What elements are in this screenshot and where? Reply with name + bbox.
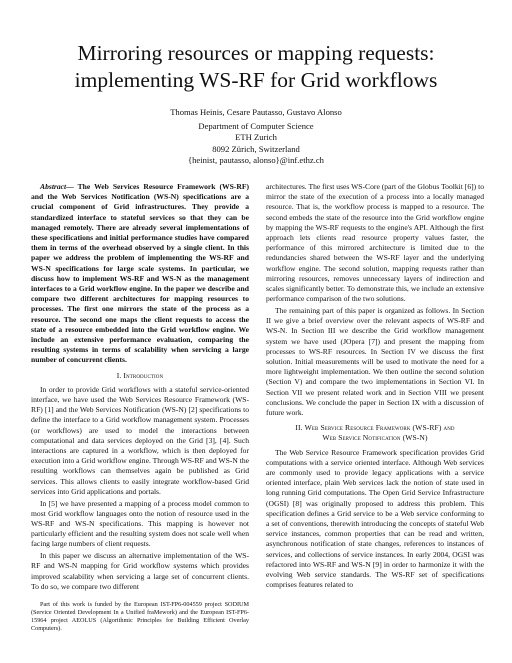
author-address: 8092 Zürich, Switzerland bbox=[212, 143, 300, 154]
body-paragraph: architectures. The first uses WS-Core (part of the Globus Toolkit [6]) to mirror the state of the execution of a process into a locally managed resource. That is, the workflow process is mapped to a resource. The second embeds the state of the resource into the Grid workflow engine by mapping the WS-RF requests to the engine's API. Although the first approach lets clients read resource property values faster, the performance of this mirrored architecture is limited due to the redundancies shared between the WS-RF layer and the underlying workflow engine. The second solution, mapping requests rather than mirroring resources, removes unnecessary layers of indirection and scales significantly better. To demonstrate this, we include an extensive performance comparison of the two solutions. bbox=[266, 182, 484, 304]
section-number: I. bbox=[116, 370, 122, 380]
author-block bbox=[0, 107, 512, 167]
right-column bbox=[266, 182, 484, 592]
intro-paragraph: In this paper we discuss an alternative implementation of the WS-RF and WS-N mapping for Grid workflow systems which provides improved scalability when servicing a large set of concurrent clients. To do so, we compare two different bbox=[31, 551, 249, 591]
abstract-text: — The Web Services Resource Framework (WS-RF) and the Web Services Notification (WS-N) specifications are a crucial component of Grid infrastructures. They provide a standardized interface to stateful services so that they can be managed remotely. There are already several implementations of these specifications and initial performance studies have compared them in terms of the overhead observed by a single client. In this paper we address the problem of implementing the WS-RF and WS-N specifications for large scale systems. In particular, we discuss how to implement WS-RF and WS-N as the management interfaces to a Grid workflow engine. In the paper we describe and compare two different architectures for mapping resources to processes. The first one mirrors the state of the process as a resource. The second one maps the client requests to access the state of a resource embedded into the Grid workflow engine. We include an extensive performance evaluation, comparing the resulting systems in terms of scalability when servicing a large number of concurrent clients. bbox=[31, 182, 249, 365]
wsrf-paragraph: The Web Service Resource Framework specification provides Grid computations with a service oriented interface. Although Web services are commonly used to provide legacy applications with a service oriented interface, plain Web services lack the notion of state used in long running Grid computations. The Open Grid Service Infrastructure (OGSI) [8] was originally proposed to address this problem. This specification defines a Grid service to be a Web service conforming to a set of conventions, therewith introducing the concepts of stateful Web service instances, common properties that can be read and written, asynchronous notification of state changes, references to instances of services, and collections of service instances. In early 2004, OGSI was refactored into WS-RF and WS-N [9] in order to harmonize it with the evolving Web service standards. The WS-RF set of specifications comprises features related to bbox=[266, 447, 484, 590]
footnote-text: Part of this work is funded by the European IST-FP6-004559 project SODIUM (Service Oriented Development In a Unified fraMework) and the European IST-FP6-15964 project AEOLUS (Algorithmic Principles for Building Efficient Overlay Computers). bbox=[31, 601, 249, 632]
section-number: II. bbox=[295, 423, 303, 433]
paper-title bbox=[0, 40, 512, 94]
author-names: Thomas Heinis, Cesare Pautasso, Gustavo Alonso bbox=[170, 107, 342, 117]
author-institution: ETH Zurich bbox=[235, 132, 277, 143]
section-title-line-1: Web Service Resource Framework (WS-RF) and bbox=[304, 423, 455, 433]
title-line-1: Mirroring resources or mapping requests: bbox=[77, 41, 435, 65]
section-heading-intro bbox=[31, 371, 249, 381]
left-column bbox=[31, 182, 249, 593]
intro-paragraph: In order to provide Grid workflows with a stateful service-oriented interface, we have used the Web Services Resource Framework (WS-RF) [1] and the Web Services Notification (WS-N) [2] specifications to define the interface to a Grid workflow management system. Processes (or workflows) are used to model the interactions between computational and data services deployed on the Grid [3], [4]. Such interactions are captured in a workflow, which is then deployed for execution into a Grid workflow engine. Through WS-RF and WS-N the resulting workflows can themselves again be published as Grid services. This allows clients to easily integrate workflow-based Grid services into Grid applications and portals. bbox=[31, 384, 249, 496]
footnote bbox=[31, 601, 249, 633]
abstract-label: Abstract bbox=[40, 182, 67, 191]
author-email: {heinist, pautasso, alonso}@inf.ethz.ch bbox=[188, 155, 324, 166]
abstract bbox=[31, 182, 249, 366]
section-heading-wsrf bbox=[266, 423, 484, 443]
body-paragraph: The remaining part of this paper is organized as follows. In Section II we give a brief overview over the relevant aspects of WS-RF and WS-N. In Section III we describe the Grid workflow management system we have used (JOpera [7]) and present the mapping from processes to WS-RF resources. In Section IV we discuss the first solution. Initial measurements will be used to motivate the need for a more lightweight implementation. We then outline the second solution (Section V) and compare the two implementations in Section VI. In Section VII we present related work and in Section VIII we present conclusions. We conclude the paper in Section IX with a discussion of future work. bbox=[266, 305, 484, 417]
intro-paragraph: In [5] we have presented a mapping of a process model common to most Grid workflow languages onto the notion of resource used in the WS-RF and WS-N specifications. This mapping is however not particularly efficient and the resulting system does not scale well when facing large numbers of client requests. bbox=[31, 498, 249, 549]
author-department: Department of Computer Science bbox=[198, 120, 314, 131]
section-title: Introduction bbox=[123, 370, 164, 380]
title-line-2: implementing WS-RF for Grid workflows bbox=[74, 68, 438, 92]
section-title-line-2: Web Service Notification (WS-N) bbox=[322, 433, 428, 443]
